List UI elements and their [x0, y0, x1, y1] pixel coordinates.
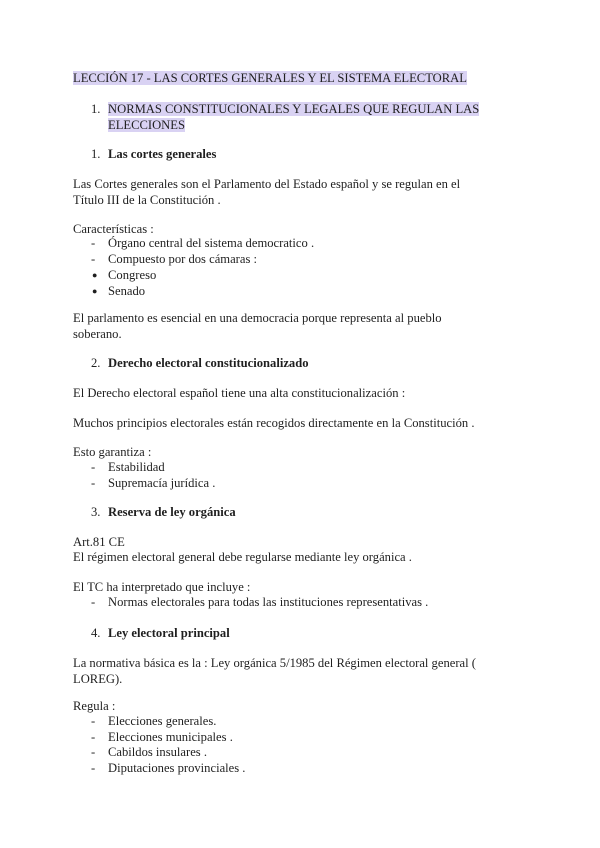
list-item-text: Congreso — [108, 268, 157, 282]
bullet-dash-icon: - — [91, 236, 96, 250]
section-number: 1. — [91, 102, 101, 116]
bullet-dash-icon: - — [91, 729, 96, 744]
list-item — [0, 235, 600, 251]
list-item-text: Estabilidad — [108, 460, 165, 474]
bullet-dash-icon: - — [91, 595, 96, 609]
paragraph-line: Título III de la Constitución . — [73, 193, 221, 207]
list-item-text: Elecciones generales. — [108, 714, 217, 728]
list-item — [0, 744, 600, 760]
list-item — [0, 594, 600, 610]
list-item-text: Normas electorales para todas las instituciones representativas . — [108, 595, 429, 609]
subheading-1 — [0, 146, 600, 162]
paragraph-line: El Derecho electoral español tiene una alta constitucionalización : — [73, 386, 406, 400]
list-item-text: Senado — [108, 284, 146, 298]
section-heading-1 — [0, 101, 600, 117]
list-item-text: Cabildos insulares . — [108, 745, 207, 759]
paragraph-line: El régimen electoral general debe regularse mediante ley orgánica . — [73, 550, 412, 564]
subheading-text: Las cortes generales — [108, 147, 217, 161]
paragraph-line: Art.81 CE — [73, 535, 125, 549]
list-item — [0, 475, 600, 491]
subheading-2 — [0, 355, 600, 371]
subheading-number: 4. — [91, 626, 101, 640]
subheading-4 — [0, 625, 600, 641]
paragraph-line: Muchos principios electorales están recogidos directamente en la Constitución . — [73, 416, 475, 430]
paragraph-line: Regula : — [73, 699, 116, 713]
paragraph-line: La normativa básica es la : Ley orgánica 5/1985 del Régimen electoral general ( — [73, 656, 476, 670]
list-item — [0, 267, 600, 283]
subheading-number: 2. — [91, 356, 101, 370]
paragraph-line: El parlamento es esencial en una democracia porque representa al pueblo — [73, 311, 442, 325]
paragraph-line: Las Cortes generales son el Parlamento del Estado español y se regulan en el — [73, 177, 461, 191]
list-item-text: Supremacía jurídica . — [108, 476, 216, 490]
subheading-number: 1. — [91, 147, 101, 161]
list-item-text: Órgano central del sistema democratico . — [108, 236, 315, 250]
section-heading-line1: NORMAS CONSTITUCIONALES Y LEGALES QUE REGULAN LAS — [108, 102, 480, 116]
bullet-dot-icon: ● — [92, 286, 98, 296]
list-item — [0, 251, 600, 267]
paragraph-line: soberano. — [73, 327, 122, 341]
bullet-dash-icon: - — [91, 460, 96, 474]
list-item-text: Diputaciones provinciales . — [108, 760, 246, 775]
bullet-dash-icon: - — [91, 252, 96, 266]
section-heading-line2: ELECCIONES — [108, 118, 185, 132]
list-item-text: Compuesto por dos cámaras : — [108, 252, 257, 266]
list-item — [0, 729, 600, 745]
list-item — [0, 283, 600, 299]
subheading-text: Derecho electoral constitucionalizado — [108, 356, 309, 370]
list-item-text: Elecciones municipales . — [108, 729, 233, 744]
bullet-dash-icon: - — [91, 476, 96, 490]
subheading-number: 3. — [91, 505, 101, 519]
bullet-dot-icon: ● — [92, 270, 98, 280]
lesson-title — [73, 70, 467, 86]
paragraph-line: LOREG). — [73, 672, 123, 686]
section-heading-1b — [0, 117, 600, 133]
bullet-dash-icon: - — [91, 714, 96, 728]
list-item — [0, 760, 600, 776]
subheading-3 — [0, 504, 600, 520]
bullet-dash-icon: - — [91, 760, 96, 775]
bullet-dash-icon: - — [91, 745, 96, 759]
caracteristicas-label: Características : — [73, 222, 154, 236]
lesson-title-text: LECCIÓN 17 - LAS CORTES GENERALES Y EL SISTEMA ELECTORAL — [73, 71, 467, 85]
subheading-text: Ley electoral principal — [108, 626, 230, 640]
paragraph-line: Esto garantiza : — [73, 445, 152, 459]
list-item — [0, 713, 600, 729]
list-item — [0, 459, 600, 475]
subheading-text: Reserva de ley orgánica — [108, 505, 236, 519]
paragraph-line: El TC ha interpretado que incluye : — [73, 580, 251, 594]
